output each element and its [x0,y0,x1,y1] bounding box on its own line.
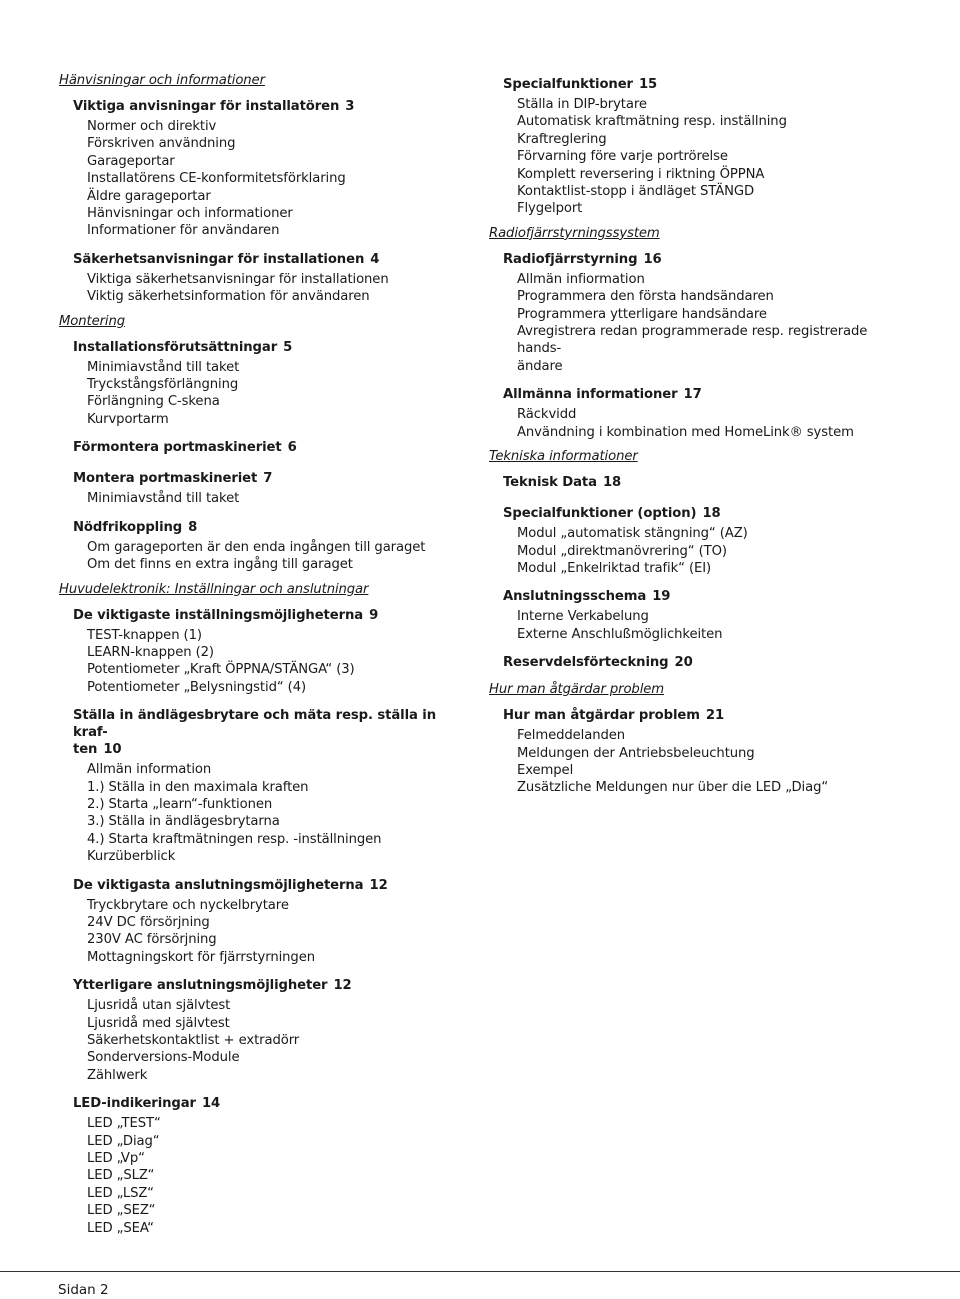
sub-entry: Om det finns en extra ingång till garaget [87,557,353,573]
toc-entry [73,877,459,974]
sub-entry: LED „SLZ“ [87,1168,155,1184]
sub-entry: Om garageporten är den enda ingången till garaget [87,539,426,555]
entry-page-number: 12 [369,877,388,893]
toc-section [59,313,459,581]
toc-entry [73,98,459,247]
entry-heading [503,588,909,605]
sub-entry: 1.) Ställa in den maximala kraften [87,779,309,795]
sub-entry: 2.) Starta „learn“-funktionen [87,796,273,812]
entry-page-number: 20 [674,655,693,671]
entry-title: Ställa in ändlägesbrytare och mäta resp. ställa in kraf- ten [73,708,437,758]
entry-title: Specialfunktioner (option) [503,506,697,522]
sub-entry: Zusätzliche Meldungen nur über die LED „Diag“ [517,780,829,796]
entry-page-number: 17 [683,387,702,403]
sub-entry: 4.) Starta kraftmätningen resp. -inställningen [87,831,382,847]
sub-entry: LED „SEZ“ [87,1203,156,1219]
toc-entry [503,386,909,448]
sub-entry: Allmän infiormation [517,271,645,287]
entry-heading [503,76,909,93]
entry-heading [503,505,909,522]
toc-entry [73,470,459,514]
toc-section [59,581,459,1245]
sub-entry: Minimiavstånd till taket [87,491,240,507]
entry-title: Teknisk Data [503,475,597,491]
entry-heading [503,251,909,268]
sub-entry: Programmera ytterligare handsändare [517,306,767,322]
entry-page-number: 7 [263,471,273,487]
entry-title: Förmontera portmaskineriet [73,440,282,456]
toc-section [59,72,459,313]
entry-heading [503,707,909,724]
entry-title: Hur man åtgärdar problem [503,708,700,724]
sub-entry: LED „SEA“ [87,1220,154,1236]
sub-entry: Tryckstångsförlängning [87,377,239,393]
sub-entry: Viktiga säkerhetsanvisningar för installationen [87,271,389,287]
entry-heading [73,707,459,758]
entry-page-number: 8 [188,519,198,535]
toc-entry [73,339,459,436]
entry-heading [73,339,459,356]
sub-entry: Ljusridå med självtest [87,1015,230,1031]
sub-entry: Interne Verkabelung [517,609,649,625]
entry-heading [503,654,909,671]
entry-heading [73,519,459,536]
page-number: Sidan 2 [58,1282,109,1298]
entry-heading [503,474,909,491]
toc-entry [503,251,909,382]
toc-section [489,225,909,448]
entry-title: Allmänna informationer [503,387,678,403]
sub-entry: Felmeddelanden [517,728,626,744]
entry-heading [73,439,459,456]
sub-entry: Tryckbrytare och nyckelbrytare [87,897,289,913]
entry-title: Ytterligare anslutningsmöjligheter [73,978,328,994]
sub-entry: 24V DC försörjning [87,914,210,930]
toc-entry [503,588,909,650]
sub-entry: Avregistrera redan programmerade resp. registrerade hands- ändare [517,324,868,374]
entry-page-number: 18 [702,506,721,522]
sub-entry: Normer och direktiv [87,119,217,134]
entry-title: Reservdelsförteckning [503,655,669,671]
entry-heading [73,98,459,115]
entry-page-number: 16 [643,251,662,267]
toc-section [489,76,909,225]
entry-page-number: 15 [638,77,658,92]
toc-entry [73,251,459,313]
toc-entry [73,439,459,466]
sub-entry: Kurzüberblick [87,849,176,865]
sub-entry: Programmera den första handsändaren [517,289,774,305]
sub-entry: Modul „Enkelriktad trafik“ (EI) [517,560,712,576]
entry-page-number: 18 [602,475,622,491]
entry-title: Anslutningsschema [503,589,647,605]
sub-entry: Kontaktlist-stopp i ändläget STÄNGD [517,184,755,200]
sub-entry: Potentiometer „Belysningstid“ (4) [87,679,307,695]
entry-title: LED-indikeringar [73,1096,196,1112]
sub-entry: LED „Diag“ [87,1133,160,1149]
entry-heading [73,1095,459,1112]
sub-entry: Räckvidd [517,407,577,423]
entry-title: De viktigaste inställningsmöjligheterna [73,607,364,623]
entry-heading [73,470,459,487]
sub-entry: Kraftreglering [517,131,607,147]
entry-title: Säkerhetsanvisningar för installationen [73,251,365,267]
section-title: Hur man åtgärdar problem [489,682,665,698]
sub-entry: Ljusridå utan självtest [87,998,231,1014]
sub-entry: Minimiavstånd till taket [87,359,240,375]
sub-entry: Mottagningskort för fjärrstyrningen [87,949,315,965]
entry-page-number: 10 [103,742,122,758]
entry-page-number: 14 [201,1096,221,1112]
entry-page-number: 4 [370,251,380,267]
toc-section [489,448,909,681]
sub-entry: Förlängning C-skena [87,394,220,410]
toc-entry [503,76,909,225]
entry-page-number: 12 [333,978,352,994]
sub-entry: Exempel [517,762,574,778]
toc-entry [503,474,909,501]
sub-entry: Förskriven användning [87,136,236,152]
entry-title: Radiofjärrstyrning [503,251,638,267]
sub-entry: LED „TEST“ [87,1116,161,1132]
entry-page-number: 21 [705,708,725,724]
sub-entry: Informationer för användaren [87,223,280,239]
entry-title: Viktiga anvisningar för installatören [73,99,340,114]
sub-entry: Garageportar [87,153,175,169]
sub-entry: Externe Anschlußmöglichkeiten [517,626,723,642]
sub-entry: LEARN-knappen (2) [87,644,214,660]
sub-entry: Modul „automatisk stängning“ (AZ) [517,526,748,542]
toc-entry [73,1095,459,1244]
entry-title: Nödfrikoppling [73,519,183,535]
sub-entry: LED „LSZ“ [87,1185,154,1201]
toc-column-right [489,72,909,804]
section-title: Tekniska informationer [489,449,638,465]
toc-entry [503,505,909,584]
sub-entry: Sonderversions-Module [87,1050,240,1066]
sub-entry: Zählwerk [87,1067,148,1083]
sub-entry: LED „Vp“ [87,1151,145,1167]
sub-entry: Hänvisningar och informationer [87,206,293,222]
entry-page-number: 5 [283,339,293,355]
section-title: Hänvisningar och informationer [59,73,265,88]
sub-entry: Automatisk kraftmätning resp. inställning [517,114,787,130]
entry-title: Specialfunktioner [503,77,633,92]
sub-entry: Flygelport [517,201,583,217]
entry-page-number: 3 [345,99,355,114]
sub-entry: Meldungen der Antriebsbeleuchtung [517,745,755,761]
toc-entry [503,707,909,804]
footer-divider [0,1271,960,1272]
sub-entry: Viktig säkerhetsinformation för användaren [87,289,370,305]
sub-entry: Förvarning före varje portrörelse [517,149,728,165]
entry-heading [73,607,459,624]
sub-entry: Potentiometer „Kraft ÖPPNA/STÄNGA“ (3) [87,662,355,678]
entry-page-number: 6 [287,440,297,456]
sub-entry: 3.) Ställa in ändlägesbrytarna [87,814,280,830]
entry-page-number: 9 [369,607,379,623]
sub-entry: Installatörens CE-konformitetsförklaring [87,171,346,187]
sub-entry: Allmän information [87,762,212,778]
entry-heading [73,877,459,894]
toc-entry [73,607,459,704]
toc-section [489,681,909,804]
sub-entry: Äldre garageportar [87,188,211,204]
sub-entry: 230V AC försörjning [87,932,217,948]
sub-entry: Kurvportarm [87,411,169,427]
toc-column-left [59,72,459,1244]
sub-entry: Komplett reversering i riktning ÖPPNA [517,166,765,182]
toc-entry [73,707,459,872]
toc-entry [73,519,459,581]
sub-entry: Ställa in DIP-brytare [517,97,647,112]
sub-entry: TEST-knappen (1) [87,627,202,643]
entry-heading [73,977,459,994]
sub-entry: Modul „direktmanövrering“ (TO) [517,543,727,559]
section-title: Radiofjärrstyrningssystem [489,225,660,241]
toc-entry [73,977,459,1091]
entry-title: Installationsförutsättningar [73,339,278,355]
sub-entry: Användning i kombination med HomeLink® system [517,424,854,440]
section-title: Montering [59,313,126,329]
section-title: Huvudelektronik: Inställningar och anslutningar [59,581,369,597]
entry-title: De viktigasta anslutningsmöjligheterna [73,877,364,893]
entry-heading [73,251,459,268]
entry-page-number: 19 [652,589,671,605]
entry-heading [503,386,909,403]
sub-entry: Säkerhetskontaktlist + extradörr [87,1033,300,1048]
entry-title: Montera portmaskineriet [73,471,258,487]
toc-entry [503,654,909,681]
